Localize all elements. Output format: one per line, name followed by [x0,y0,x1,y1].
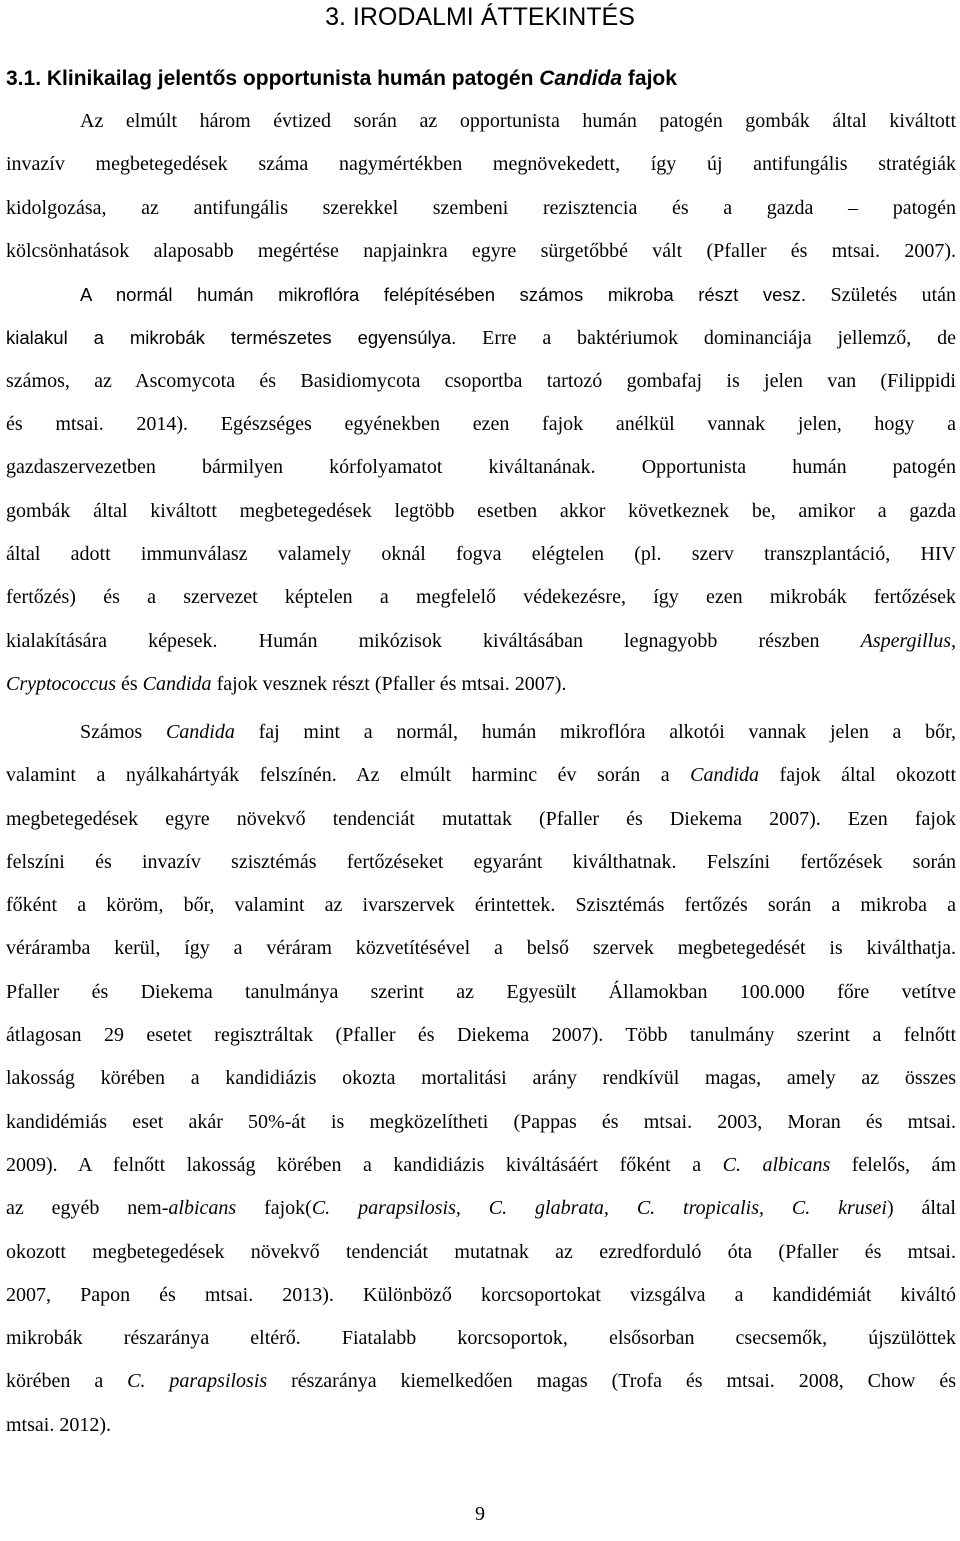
line-segment: megbetegedések egyre növekvő tendenciát mutattak (Pfaller és Diekema 2007). [6,807,821,830]
paragraph-line [6,1274,956,1317]
paragraph-line: véráramba kerül, így a véráram közvetítésével a belső szervek megbetegedését is kiválthatja. [6,937,956,960]
line-segment: Több tanulmány szerint a felnőtt [603,1024,956,1047]
line-segment: és [115,672,143,695]
paragraph-line: fertőzés) és a szervezet képtelen a megfelelő védekezésre, így ezen mikrobák fertőzések [6,586,956,609]
line-segment-italic: C. parapsilosis, C. glabrata, C. tropicalis, C. krusei [311,1197,887,1220]
line-segment: Opportunista humán patogén [595,456,956,479]
line-segment: ) által [887,1197,956,1220]
line-segment: átlagosan 29 esetet regisztráltak (Pfaller és Diekema 2007). [6,1024,604,1047]
paragraph-line [6,754,956,797]
paragraph-line: invazív megbetegedések száma nagymértékben megnövekedett, így új antifungális stratégiák [6,153,956,176]
paragraph-line [6,1144,956,1187]
paragraph-line [6,620,956,663]
line-segment: Szisztémás fertőzés során a mikroba a [555,894,956,917]
paragraph-line [6,798,956,841]
line-segment: Számos [80,721,166,743]
line-segment-italic: C. albicans [722,1153,831,1176]
paragraph-line: lakosság körében a kandidiázis okozta mortalitási arány rendkívül magas, amely az összes [6,1067,956,1090]
line-segment: faj mint a normál, humán mikroflóra alkotói vannak jelen a bőr, [234,721,957,743]
paragraph-line [6,1360,956,1403]
line-segment: és mtsai. 2014). [6,413,189,436]
paragraph-line [6,446,956,489]
line-segment: az egyéb nem- [6,1197,169,1220]
line-segment: 2009). [6,1153,58,1176]
line-segment: gazdaszervezetben bármilyen kórfolyamatot kiváltanának. [6,456,596,479]
paragraph-line: Az elmúlt három évtized során az opportunista humán patogén gombák által kiváltott [80,110,956,132]
paragraph-line [6,403,956,446]
paragraph-line: okozott megbetegedések növekvő tendenciát mutatnak az ezredforduló óta (Pfaller és mtsai. [6,1240,956,1263]
line-segment: körében a [6,1370,128,1393]
line-segment-italic: Cryptococcus [6,672,116,695]
line-segment: Születés után [806,284,956,307]
paragraph-line [6,884,956,927]
line-segment: Különböző korcsoportokat vizsgálva a kandidémiát kiváltó [333,1283,957,1306]
page-number: 9 [475,1503,485,1525]
line-segment: kialakítására képesek. Humán mikózisok kiváltásában legnagyobb részben [6,629,861,652]
line-segment-italic: Candida [165,721,235,743]
line-segment: A normál humán mikroflóra felépítésében számos mikroba részt vesz. [80,284,807,306]
paragraph-line: gombák által kiváltott megbetegedések legtöbb esetben akkor következnek be, amikor a gazda [6,499,956,522]
line-segment: mikrobák részaránya eltérő. [6,1327,301,1350]
line-segment: Felszíni fertőzések során [676,850,956,873]
paragraph-line: Pfaller és Diekema tanulmánya szerint az Egyesült Államokban 100.000 főre vetítve [6,980,956,1003]
line-segment: Fiatalabb korcsoportok, elsősorban csecsemők, újszülöttek [300,1327,956,1350]
line-segment: A felnőtt lakosság körében a kandidiázis kiváltásáért főként a [57,1153,723,1176]
section-heading [6,64,677,94]
line-segment: Egészséges egyénekben ezen fajok anélkül vannak jelen, hogy a [188,413,956,436]
line-segment-italic: Candida [690,764,760,787]
section-number: 3.1. [6,67,42,90]
line-segment: valamint a nyálkahártyák felszínén. [6,764,337,787]
paragraph-line [6,663,956,706]
section-title-italic: Candida [539,67,623,90]
line-segment: Ezen fajok [820,807,956,830]
section-title-part2: fajok [622,67,677,90]
line-segment-italic: albicans [168,1197,237,1220]
paragraph-2 [6,711,956,1447]
paragraph-line [6,1014,956,1057]
paragraph-line [6,711,956,754]
paragraph-line: mtsai. 2012). [6,1413,111,1436]
section-title-part1: Klinikailag jelentős opportunista humán patogén [46,67,540,90]
paragraph-line: által adott immunválasz valamely oknál fogva elégtelen (pl. szerv transzplantáció, HIV [6,542,956,565]
line-segment-italic: Aspergillus, [860,629,956,652]
line-segment: részaránya kiemelkedően magas (Trofa és mtsai. 2008, Chow és [267,1370,956,1393]
paragraph-line [6,316,956,359]
line-segment: Erre a baktériumok dominanciája jellemző, de [456,327,956,350]
line-segment: főként a köröm, bőr, valamint az ivarszervek érintettek. [6,894,556,917]
line-segment: felszíni és invazív szisztémás fertőzéseket egyaránt kiválthatnak. [6,850,677,873]
paragraph-line [6,273,956,316]
line-segment-italic: Candida [142,672,212,695]
line-segment: fajok által okozott [759,764,957,787]
line-segment: felelős, ám [830,1153,956,1176]
paragraph-line [6,841,956,884]
chapter-title: 3. IRODALMI ÁTTEKINTÉS [325,3,635,31]
paragraph-line [6,1187,956,1230]
line-segment: Az elmúlt harminc év során a [336,764,691,787]
line-segment-italic: C. parapsilosis [127,1370,268,1393]
paragraph-line: kidolgozása, az antifungális szerekkel szembeni rezisztencia és a gazda – patogén [6,196,956,219]
paragraph-line: kölcsönhatások alaposabb megértése napjainkra egyre sürgetőbbé vált (Pfaller és mtsai. 2007). [6,239,956,262]
line-segment: fajok( [236,1197,312,1220]
line-segment: 2007, Papon és mtsai. 2013). [6,1283,334,1306]
line-segment: kialakul a mikrobák természetes egyensúlya. [6,327,457,349]
line-segment: fajok vesznek részt (Pfaller és mtsai. 2007). [211,672,567,695]
paragraph-line: számos, az Ascomycota és Basidiomycota csoportba tartozó gombafaj is jelen van (Filippidi [6,369,956,392]
paragraph-line [6,1317,956,1360]
paragraph-line: kandidémiás eset akár 50%-át is megközelítheti (Pappas és mtsai. 2003, Moran és mtsai. [6,1110,956,1133]
paragraph-1 [6,100,956,706]
